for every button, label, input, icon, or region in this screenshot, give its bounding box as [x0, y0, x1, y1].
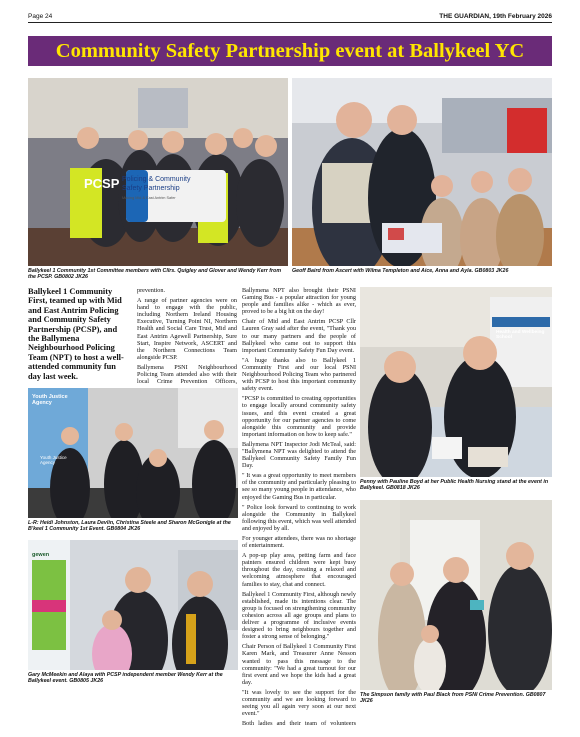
caption-3: L-R: Heidi Johnston, Laura Devlin, Christina Steele and Sharon McGonigle at the B'keel 1 Community 1st Event. GB0804 JK26 — [28, 520, 231, 533]
gewen-banner: gewen — [32, 552, 50, 558]
col3-para-2: Chair of Mid and East Antrim PCSP Cllr Lauren Gray said after the event, "Thank you to our many partners and the people of Ballykeel who came out to support this important Community Safety Fun Day event. — [242, 318, 356, 354]
col3-para-3: "A huge thanks also to Ballykeel 1 Community First and our local PSNI Neighbourhood Policing Team who partnered with PCSP to host this important community safety event. — [242, 356, 356, 393]
caption-2: Geoff Baird from Ascert with Wilma Templeton and Aice, Anna and Ayla. GB0803 JK26 — [292, 268, 509, 274]
pcsp-logo: PCSP — [84, 176, 120, 191]
masthead-rule — [28, 22, 552, 23]
col3-para-1: Ballymena NPT also brought their PSNI Gaming Bus - a popular attraction for young people and families alike - which as ever, proved to be a big hit on the day! — [242, 287, 356, 316]
col3-para-5: Ballymena NPT Inspector Jodi McTeal, said: "Ballymena NPT was delighted to attend the Ballykeel Community Safety Family Fun Day. — [242, 440, 356, 470]
col3-para-9: A pop-up play area, petting farm and face painters ensured children were kept busy throughout the day, creating a relaxed and welcoming atmosphere that encouraged families to stay, chat and connect. — [242, 552, 356, 588]
photo-penny-pauline — [360, 287, 552, 477]
col3-para-10: Ballykeel 1 Community First, although newly established, made its intentions clear. The group is focused on strengthening community cohesion across all age groups and plans to deliver a programme of inclusive events designed to bring neighbours together and foster a strong sense of belonging." — [242, 590, 356, 641]
caption-5: Gary McMeekin and Alaya with PCSP independent member Wendy Kerr at the Ballykeel event. GB0805 JK26 — [28, 672, 223, 685]
col2-para-2: A range of partner agencies were on hand to engage with the public, including Northern Ireland Housing Executive, Turning Point NI, Northern Health and Social Care Trust, Mid and East Antrim Agewell Partnership, Sure Start, Inspire Network, ASCERT and the Northern Connections Team alongside PCSP. — [137, 297, 237, 361]
article-lead: Ballykeel 1 Community First, teamed up with Mid and East Antrim Policing and Community Safety Partnership (PCSP), and the Ballymena Neighbourhood Policing Team (NPT) to host a well-attended community fun day last week. — [28, 287, 124, 381]
col3-para-12: "It was lovely to see the support for the community and we are looking forward to seeing you all again very soon at our next event." — [242, 688, 356, 718]
photo-gary-mcmeekin — [28, 540, 238, 670]
photo-simpson-family — [360, 500, 552, 690]
health-wellbeing-sign: Health and Wellbeing School — [496, 330, 545, 340]
banner-line1: Policing & Community — [122, 176, 191, 183]
caption-4: Penny with Pauline Boyd at her Public Health Nursing stand at the event in Ballykeel. GB0818 JK26 — [360, 479, 549, 492]
page-headline: Community Safety Partnership event at Ballykeel YC — [28, 36, 552, 66]
youth-justice-banner-2: Youth Justice Agency — [40, 455, 67, 465]
article-col1 — [28, 287, 130, 384]
youth-justice-banner-1: Youth Justice Agency — [32, 394, 68, 406]
page-number: Page 24 — [28, 13, 53, 20]
photo-committee — [28, 78, 288, 266]
photo-heidi-johnston — [28, 388, 238, 518]
col3-para-8: For younger attendees, there was no shortage of entertainment. — [242, 535, 356, 550]
col2-para-1: prevention. — [137, 287, 166, 294]
caption-1: Ballykeel 1 Community 1st Committee members with Cllrs. Quigley and Glover and Wendy Kerr from the PCSP. GB0802 JK26 — [28, 268, 282, 281]
col3-para-6: " It was a great opportunity to meet members of the community and particularly pleasing to see so many young people in attendance, who enjoyed the Gaming Bus in particular. — [242, 472, 356, 501]
article-col3 — [242, 287, 356, 727]
paper-date: THE GUARDIAN, 19th February 2026 — [439, 13, 552, 20]
col3-para-11: Chair Person of Ballykeel 1 Community First Karen Mark, and Treasurer Anne Nesson wanted to pass this message to the community: "We had a great turnout for our first event and we hope the kids had a great day. — [242, 643, 356, 686]
col3-para-7: " Police look forward to continuing to work alongside the Community in Ballykeel following this event, which was well attended and enjoyed by all. — [242, 503, 356, 532]
article-col2 — [137, 287, 237, 384]
masthead — [28, 10, 552, 22]
banner-line3: Making Mid & East Antrim Safer — [122, 196, 176, 200]
col3-para-13: Both ladies and their team of volunteers — [242, 720, 356, 727]
banner-line2: Safety Partnership — [122, 185, 180, 192]
col2-para-3: Ballymena PSNI Neighbourhood Policing Team attended also with their local Crime Prevention Officers, — [137, 363, 237, 384]
photo-geoff-baird — [292, 78, 552, 266]
col3-para-4: "PCSP is committed to creating opportunities to engage locally around community safety issues, and this event created a great opportunity for our partner agencies to come alongside this community and provide important information on how to keep safe." — [242, 395, 356, 438]
caption-6: The Simpson family with Paul Black from PSNI Crime Prevention. GB0807 JK26 — [360, 692, 546, 705]
